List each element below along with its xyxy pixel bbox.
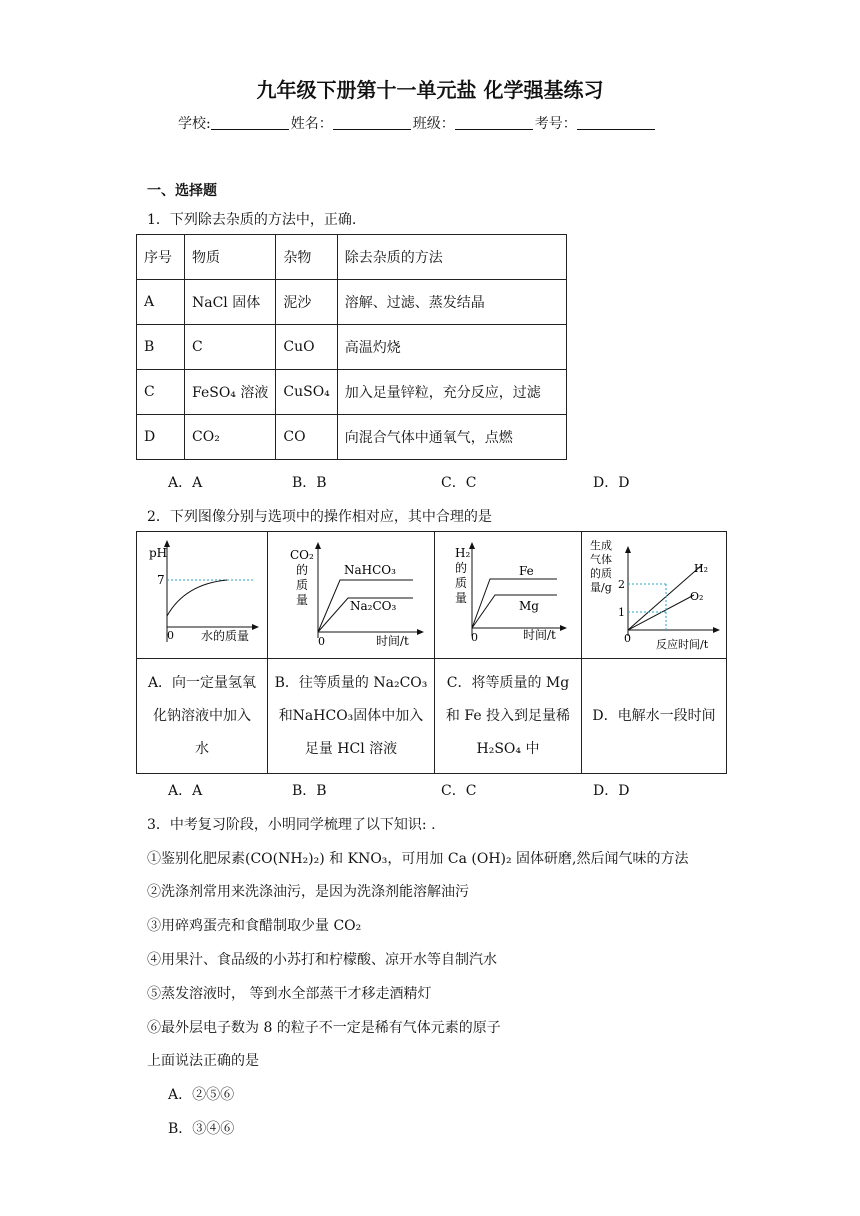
graph-c — [435, 532, 581, 654]
table-cell: FeSO₄ 溶液 — [185, 370, 276, 415]
caption-line: 足量 HCl 溶液 — [304, 740, 398, 757]
graph-cell-d — [582, 532, 727, 659]
table-row — [137, 280, 567, 325]
q2-table — [136, 531, 727, 774]
option-b[interactable]: B．B — [292, 475, 327, 491]
y-axis-arrow — [625, 546, 631, 553]
y-axis-label-line: 生成 — [590, 539, 612, 552]
q3-item: ③用碎鸡蛋壳和食醋制取少量 CO₂ — [147, 918, 362, 934]
graph-cell-c — [435, 532, 582, 659]
table-row — [137, 415, 567, 460]
name-blank — [333, 115, 411, 130]
graph-a — [137, 532, 267, 654]
name-label: 姓名： — [290, 116, 333, 132]
table-cell: C — [185, 325, 276, 370]
option-d[interactable]: D．D — [593, 475, 630, 491]
option-a[interactable]: A．②⑤⑥ — [168, 1087, 235, 1103]
y-tick-label: 7 — [157, 573, 165, 587]
caption-a — [137, 659, 268, 774]
table-cell: 泥沙 — [276, 280, 337, 325]
o2-label: O₂ — [690, 590, 704, 603]
x-axis-arrow — [713, 627, 720, 633]
option-c[interactable]: C．C — [441, 783, 477, 799]
table-cell: B — [137, 325, 185, 370]
y-axis-label-line: 的 — [455, 561, 468, 575]
header-cell: 序号 — [137, 235, 185, 280]
exam-no-label: 考号： — [534, 116, 577, 132]
table-cell: D — [137, 415, 185, 460]
caption-line: A．向一定量氢氧 — [147, 674, 257, 691]
table-header-row — [137, 235, 567, 280]
table-cell: CuSO₄ — [276, 370, 337, 415]
caption-row — [137, 659, 727, 774]
y-axis-label-line: 的质 — [590, 567, 612, 580]
origin-label: 0 — [624, 632, 631, 645]
table-cell: 加入足量锌粒，充分反应，过滤 — [337, 370, 566, 415]
q3-item: ⑤蒸发溶液时， 等到水全部蒸干才移走酒精灯 — [147, 986, 432, 1002]
exam-no-blank — [577, 115, 655, 130]
option-a[interactable]: A．A — [168, 783, 203, 799]
table-row — [137, 325, 567, 370]
fe-label: Fe — [519, 564, 534, 578]
header-cell: 除去杂质的方法 — [337, 235, 566, 280]
q3-stem: 3．中考复习阶段，小明同学梳理了以下知识: . — [147, 817, 436, 833]
header-cell: 物质 — [185, 235, 276, 280]
table-cell: CO — [276, 415, 337, 460]
q3-item: ⑥最外层电子数为 8 的粒子不一定是稀有气体元素的原子 — [147, 1020, 501, 1036]
class-label: 班级： — [412, 116, 455, 132]
header-cell: 杂物 — [276, 235, 337, 280]
table-cell: 向混合气体中通氧气，点燃 — [337, 415, 566, 460]
caption-line: 化钠溶液中加入 — [153, 707, 251, 724]
graph-row — [137, 532, 727, 659]
graph-cell-a — [137, 532, 268, 659]
x-axis-label: 水的质量 — [201, 629, 250, 643]
student-info-line — [178, 113, 657, 133]
x-axis-label: 时间/t — [376, 634, 409, 648]
origin-label: 0 — [471, 631, 478, 644]
graph-b — [268, 532, 434, 654]
page-title: 九年级下册第十一单元盐 化学强基练习 — [256, 78, 604, 102]
school-blank — [211, 115, 289, 130]
y-axis-arrow — [315, 542, 321, 549]
section-heading: 一、选择题 — [147, 183, 217, 199]
origin-label: 0 — [167, 629, 174, 642]
x-axis-arrow — [560, 625, 567, 631]
caption-line: C．将等质量的 Mg — [446, 674, 570, 691]
q2-stem: 2．下列图像分别与选项中的操作相对应，其中合理的是 — [147, 509, 492, 525]
table-cell: CuO — [276, 325, 337, 370]
caption-line: 和 Fe 投入到足量稀 — [445, 707, 571, 724]
q3-item: ①鉴别化肥尿素(CO(NH₂)₂) 和 KNO₃，可用加 Ca (OH)₂ 固体研磨,然后闻气味的方法 — [147, 851, 689, 867]
q1-stem: 1．下列除去杂质的方法中，正确. — [147, 212, 357, 228]
q3-item: ④用果汁、食品级的小苏打和柠檬酸、凉开水等自制汽水 — [147, 952, 497, 968]
y-axis-label-line: 质 — [296, 578, 309, 592]
caption-line: 水 — [195, 740, 209, 757]
table-cell: CO₂ — [185, 415, 276, 460]
y-axis-label-line: H₂ — [455, 546, 471, 560]
caption-line: 和NaHCO₃固体中加入 — [278, 707, 424, 724]
option-b[interactable]: B．B — [292, 783, 327, 799]
y-axis-label-line: 量 — [296, 593, 309, 607]
na2co3-label: Na₂CO₃ — [350, 599, 397, 613]
x-axis-label: 时间/t — [523, 628, 556, 642]
caption-c — [435, 659, 582, 774]
table-row — [137, 370, 567, 415]
nahco3-label: NaHCO₃ — [344, 563, 396, 577]
table-cell: A — [137, 280, 185, 325]
x-axis-arrow — [417, 629, 424, 635]
caption-d — [582, 659, 727, 774]
h2-label: H₂ — [694, 562, 709, 575]
y-tick-label: 2 — [618, 578, 625, 591]
q3-item: ②洗涤剂常用来洗涤油污，是因为洗涤剂能溶解油污 — [147, 884, 469, 900]
option-b[interactable]: B．③④⑥ — [168, 1121, 235, 1137]
q1-table — [136, 234, 567, 460]
table-cell: 高温灼烧 — [337, 325, 566, 370]
x-axis-arrow — [252, 624, 259, 630]
y-tick-label: 1 — [618, 606, 625, 619]
class-blank — [455, 115, 533, 130]
option-a[interactable]: A．A — [168, 475, 203, 491]
x-axis-label: 反应时间/t — [656, 638, 709, 651]
y-axis-label: pH — [149, 546, 168, 560]
q3-prompt: 上面说法正确的是 — [147, 1053, 259, 1069]
mg-label: Mg — [519, 599, 539, 613]
table-cell: 溶解、过滤、蒸发结晶 — [337, 280, 566, 325]
origin-label: 0 — [318, 635, 325, 648]
option-d[interactable]: D．D — [593, 783, 630, 799]
table-cell: C — [137, 370, 185, 415]
option-c[interactable]: C．C — [441, 475, 477, 491]
school-label: 学校: — [178, 116, 211, 132]
caption-b — [268, 659, 435, 774]
graph-d — [582, 532, 726, 654]
y-axis-label-line: 质 — [455, 576, 468, 590]
table-cell: NaCl 固体 — [185, 280, 276, 325]
caption-line: H₂SO₄ 中 — [476, 740, 540, 757]
caption-line: B．往等质量的 Na₂CO₃ — [274, 674, 428, 691]
y-axis-label-line: 气体 — [590, 553, 612, 566]
y-axis-label-line: CO₂ — [290, 548, 314, 562]
y-axis-label-line: 量/g — [590, 581, 612, 594]
graph-cell-b — [268, 532, 435, 659]
y-axis-label-line: 的 — [296, 563, 309, 577]
y-axis-label-line: 量 — [455, 591, 468, 605]
mg-curve — [472, 595, 557, 628]
caption-line: D．电解水一段时间 — [592, 707, 716, 724]
fe-curve — [472, 579, 557, 628]
ph-curve — [167, 580, 227, 616]
